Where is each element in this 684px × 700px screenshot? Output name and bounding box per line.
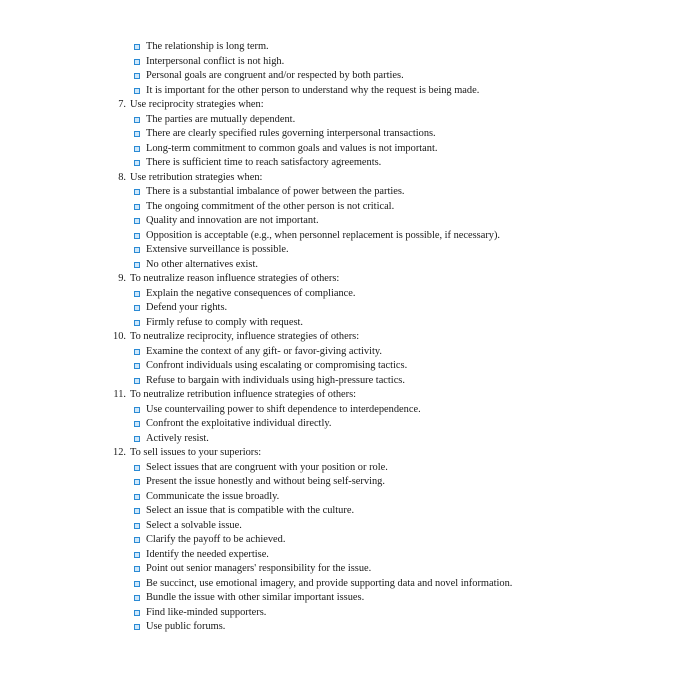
- checkbox-bullet-icon: [134, 566, 140, 572]
- list-item-text: Select issues that are congruent with your position or role.: [146, 461, 388, 473]
- list-item-text: Point out senior managers' responsibility for the issue.: [146, 563, 372, 574]
- list-item-text: No other alternatives exist.: [146, 258, 258, 270]
- list-item-text: The parties are mutually dependent.: [146, 113, 296, 125]
- checkbox-bullet-icon: [134, 262, 140, 268]
- list-item-text: Quality and innovation are not important.: [146, 215, 319, 226]
- checkbox-bullet-icon: [134, 537, 140, 543]
- heading-text: Use reciprocity strategies when:: [130, 99, 264, 110]
- list-item: [108, 606, 513, 621]
- heading-text: To neutralize reciprocity, influence strategies of others:: [130, 331, 360, 342]
- checkbox-bullet-icon: [134, 189, 140, 195]
- list-item: [108, 40, 513, 55]
- list-item: [108, 316, 513, 331]
- heading-text: Use retribution strategies when:: [130, 171, 263, 183]
- list-item: [108, 127, 513, 142]
- item-number: 12.: [113, 447, 126, 458]
- list-item-text: Bundle the issue with other similar important issues.: [146, 592, 365, 603]
- list-item: [108, 359, 513, 374]
- list-item: [108, 301, 513, 316]
- numbered-heading: [108, 446, 513, 461]
- list-item-text: Interpersonal conflict is not high.: [146, 55, 285, 67]
- checkbox-bullet-icon: [134, 407, 140, 413]
- numbered-heading: [108, 388, 513, 403]
- list-item-text: Extensive surveillance is possible.: [146, 244, 289, 255]
- list-item: [108, 533, 513, 548]
- item-number: 7.: [118, 99, 126, 110]
- checkbox-bullet-icon: [134, 421, 140, 427]
- list-item-text: Confront the exploitative individual directly.: [146, 418, 332, 429]
- numbered-heading: [108, 171, 513, 186]
- checkbox-bullet-icon: [134, 73, 140, 79]
- list-item: [108, 591, 513, 606]
- list-item-text: Long-term commitment to common goals and values is not important.: [146, 142, 438, 154]
- list-item-text: Use public forums.: [146, 621, 226, 632]
- list-item: [108, 504, 513, 519]
- list-item: [108, 142, 513, 157]
- list-item: [108, 185, 513, 200]
- list-item: [108, 200, 513, 215]
- numbered-heading: [108, 330, 513, 345]
- list-item: [108, 475, 513, 490]
- checkbox-bullet-icon: [134, 624, 140, 630]
- list-item-text: Select a solvable issue.: [146, 519, 242, 531]
- list-item-text: Personal goals are congruent and/or respected by both parties.: [146, 70, 404, 81]
- heading-text: To neutralize reason influence strategies of others:: [130, 273, 340, 284]
- list-item: [108, 562, 513, 577]
- list-item: [108, 243, 513, 258]
- item-number: 11.: [113, 389, 126, 400]
- checkbox-bullet-icon: [134, 436, 140, 442]
- checkbox-bullet-icon: [134, 247, 140, 253]
- list-item: [108, 577, 513, 592]
- list-item-text: Explain the negative consequences of compliance.: [146, 287, 356, 299]
- checkbox-bullet-icon: [134, 117, 140, 123]
- item-number: 9.: [118, 273, 126, 284]
- list-item-text: Opposition is acceptable (e.g., when personnel replacement is possible, if necessary).: [146, 229, 501, 241]
- list-item: [108, 258, 513, 273]
- list-item-text: Find like-minded supporters.: [146, 606, 267, 618]
- list-item-text: Be succinct, use emotional imagery, and provide supporting data and novel information.: [146, 577, 513, 589]
- list-item-text: Firmly refuse to comply with request.: [146, 316, 303, 328]
- heading-text: To neutralize retribution influence strategies of others:: [130, 389, 357, 400]
- list-item-text: There are clearly specified rules governing interpersonal transactions.: [146, 128, 436, 139]
- checkbox-bullet-icon: [134, 465, 140, 471]
- checkbox-bullet-icon: [134, 146, 140, 152]
- guideline-list: [108, 40, 513, 635]
- heading-text: To sell issues to your superiors:: [130, 447, 262, 458]
- checkbox-bullet-icon: [134, 581, 140, 587]
- list-item-text: There is sufficient time to reach satisfactory agreements.: [146, 157, 382, 168]
- numbered-heading: [108, 98, 513, 113]
- list-item: [108, 55, 513, 70]
- list-item: [108, 519, 513, 534]
- list-item-text: Refuse to bargain with individuals using high-pressure tactics.: [146, 374, 405, 386]
- checkbox-bullet-icon: [134, 479, 140, 485]
- list-item: [108, 417, 513, 432]
- list-item: [108, 287, 513, 302]
- numbered-heading: [108, 272, 513, 287]
- list-item: [108, 620, 513, 635]
- item-number: 10.: [113, 331, 126, 342]
- checkbox-bullet-icon: [134, 44, 140, 50]
- checkbox-bullet-icon: [134, 552, 140, 558]
- list-item: [108, 113, 513, 128]
- checkbox-bullet-icon: [134, 494, 140, 500]
- list-item-text: Present the issue honestly and without being self-serving.: [146, 476, 385, 487]
- list-item-text: Communicate the issue broadly.: [146, 490, 280, 502]
- list-item: [108, 156, 513, 171]
- checkbox-bullet-icon: [134, 233, 140, 239]
- list-item: [108, 214, 513, 229]
- checkbox-bullet-icon: [134, 349, 140, 355]
- checkbox-bullet-icon: [134, 508, 140, 514]
- list-item: [108, 461, 513, 476]
- checkbox-bullet-icon: [134, 131, 140, 137]
- checkbox-bullet-icon: [134, 160, 140, 166]
- list-item-text: Identify the needed expertise.: [146, 548, 269, 560]
- list-item-text: There is a substantial imbalance of power between the parties.: [146, 186, 405, 197]
- list-item-text: Actively resist.: [146, 432, 209, 444]
- checkbox-bullet-icon: [134, 523, 140, 529]
- checkbox-bullet-icon: [134, 204, 140, 210]
- checkbox-bullet-icon: [134, 320, 140, 326]
- checkbox-bullet-icon: [134, 378, 140, 384]
- list-item: [108, 69, 513, 84]
- list-item-text: Select an issue that is compatible with the culture.: [146, 505, 355, 516]
- list-item-text: Examine the context of any gift- or favor-giving activity.: [146, 345, 383, 357]
- list-item: [108, 490, 513, 505]
- list-item-text: Defend your rights.: [146, 302, 228, 313]
- list-item-text: Confront individuals using escalating or compromising tactics.: [146, 360, 408, 371]
- list-item-text: The relationship is long term.: [146, 41, 269, 52]
- checkbox-bullet-icon: [134, 595, 140, 601]
- list-item: [108, 345, 513, 360]
- list-item: [108, 548, 513, 563]
- list-item-text: Clarify the payoff to be achieved.: [146, 534, 286, 545]
- checkbox-bullet-icon: [134, 88, 140, 94]
- checkbox-bullet-icon: [134, 59, 140, 65]
- list-item: [108, 84, 513, 99]
- list-item-text: It is important for the other person to understand why the request is being made.: [146, 84, 480, 96]
- list-item: [108, 229, 513, 244]
- checkbox-bullet-icon: [134, 218, 140, 224]
- checkbox-bullet-icon: [134, 291, 140, 297]
- list-item: [108, 374, 513, 389]
- list-item-text: Use countervailing power to shift dependence to interdependence.: [146, 403, 421, 415]
- checkbox-bullet-icon: [134, 305, 140, 311]
- item-number: 8.: [118, 171, 126, 183]
- checkbox-bullet-icon: [134, 610, 140, 616]
- checkbox-bullet-icon: [134, 363, 140, 369]
- list-item: [108, 403, 513, 418]
- list-item-text: The ongoing commitment of the other person is not critical.: [146, 200, 395, 212]
- list-item: [108, 432, 513, 447]
